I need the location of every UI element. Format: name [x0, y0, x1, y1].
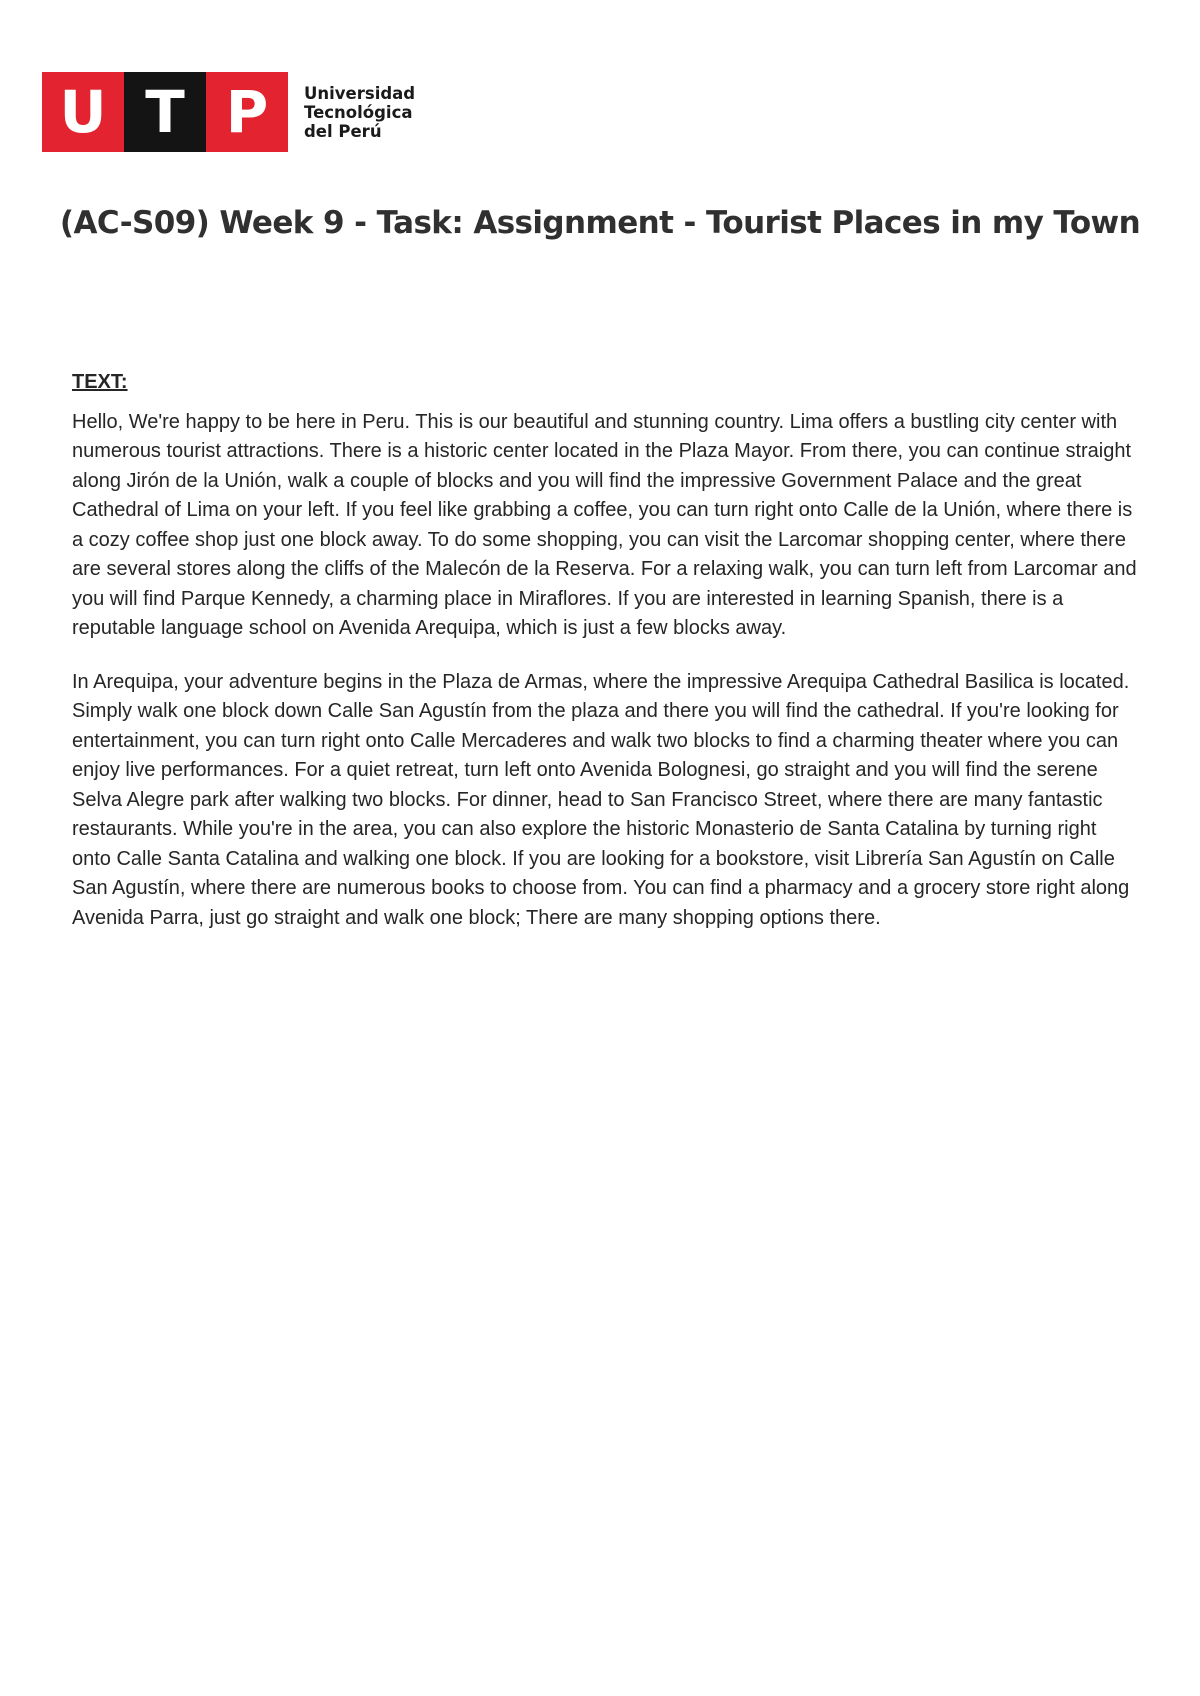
- university-name-line-2: Tecnológica: [304, 102, 413, 122]
- paragraph-arequipa: In Arequipa, your adventure begins in the Plaza de Armas, where the impressive Arequipa Cathedral Basilica is located. Simply walk one block down Calle San Agustín from the plaza and there you will find the cathedral. If you're looking for entertainment, you can turn right onto Calle Mercaderes and walk two blocks to find a charming theater where you can enjoy live performances. For a quiet retreat, turn left onto Avenida Bolognesi, go straight and you will find the serene Selva Alegre park after walking two blocks. For dinner, head to San Francisco Street, where there are many fantastic restaurants. While you're in the area, you can also explore the historic Monasterio de Santa Catalina by turning right onto Calle Santa Catalina and walking one block. If you are looking for a bookstore, visit Librería San Agustín on Calle San Agustín, where there are numerous books to choose from. You can find a pharmacy and a grocery store right along Avenida Parra, just go straight and walk one block; There are many shopping options there.: [72, 670, 1130, 929]
- document-body: [72, 368, 1137, 957]
- logo-letter-u: U: [42, 72, 124, 152]
- university-name: [304, 72, 415, 152]
- utp-logo: [42, 72, 415, 152]
- document-title: (AC-S09) Week 9 - Task: Assignment - Tourist Places in my Town: [59, 205, 1141, 241]
- university-name-line-3: del Perú: [304, 121, 382, 141]
- university-name-line-1: Universidad: [304, 83, 416, 103]
- paragraph-lima: Hello, We're happy to be here in Peru. This is our beautiful and stunning country. Lima offers a bustling city center with numerous tourist attractions. There is a historic center located in the Plaza Mayor. From there, you can continue straight along Jirón de la Unión, walk a couple of blocks and you will find the impressive Government Palace and the great Cathedral of Lima on your left. If you feel like grabbing a coffee, you can turn right onto Calle de la Unión, where there is a cozy coffee shop just one block away. To do some shopping, you can visit the Larcomar shopping center, where there are several stores along the cliffs of the Malecón de la Reserva. For a relaxing walk, you can turn left from Larcomar and you will find Parque Kennedy, a charming place in Miraflores. If you are interested in learning Spanish, there is a reputable language school on Avenida Arequipa, which is just a few blocks away.: [72, 410, 1137, 639]
- section-label: TEXT:: [72, 371, 128, 393]
- logo-letter-t: T: [124, 72, 206, 152]
- logo-letter-p: P: [206, 72, 288, 152]
